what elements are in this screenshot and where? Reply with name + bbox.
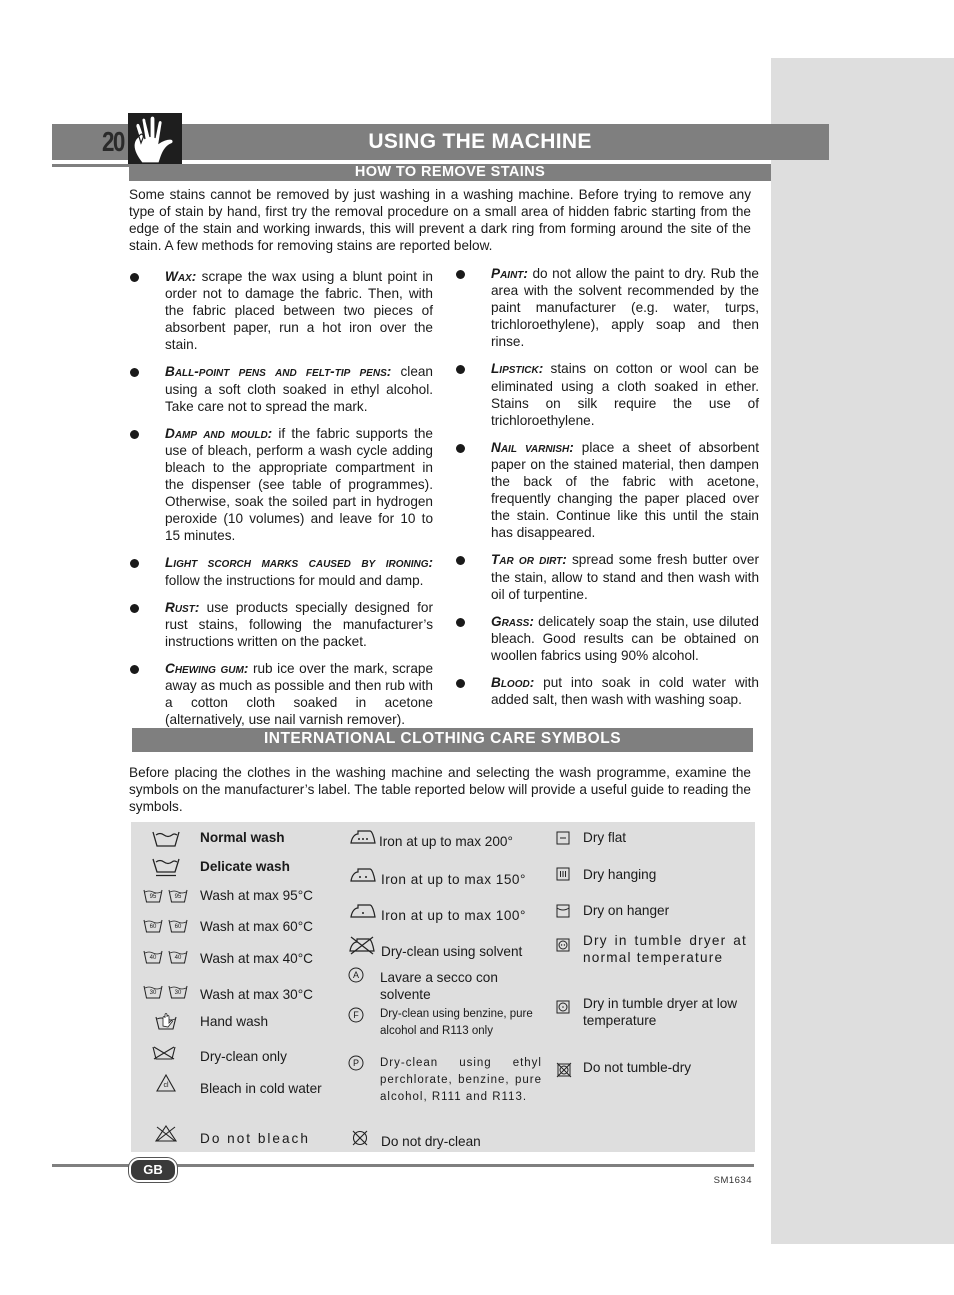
dry-flat-label: Dry flat — [583, 830, 627, 845]
iron-200-icon — [350, 829, 376, 845]
stain-text: spread some fresh butter over the stain, allow to stand and then wash with oil of turpentine. — [491, 552, 759, 602]
side-margin-strip — [771, 58, 954, 1244]
iron-150-label: Iron at up to max 150° — [381, 872, 526, 887]
stain-text: place a sheet of absorbent paper on the stained material, then dampen the back of the fabric with acetone, frequently changing the paper placed over the stain. Continue like this until the stain has disappeared. — [491, 439, 759, 541]
intro-paragraph: Some stains cannot be removed by just washing in a washing machine. Before trying to remove any type of stain by hand, first try the removal procedure on a small area of hidden fabric starting from the edge of the stain and working inwards, this will prevent a dark ring from forming around the site of the stain. A few methods for removing stains are reported below. — [129, 187, 751, 253]
iron-100-label: Iron at up to max 100° — [381, 908, 526, 923]
hand-wash-icon — [155, 1012, 177, 1030]
stain-item — [491, 613, 759, 664]
stain-text: clean using a soft cloth soaked in ethyl alcohol. Take care not to spread the mark. — [165, 364, 433, 414]
do-not-bleach-icon — [154, 1124, 178, 1142]
temp-label: 95 — [174, 894, 182, 900]
dryclean-benzine-label: Dry-clean using benzine, pure alcohol and R113 only — [380, 1008, 533, 1037]
tumble-dry-normal-icon — [556, 938, 570, 952]
bullet-icon — [456, 679, 465, 688]
stain-item — [165, 554, 433, 588]
tumble-dry-low-icon — [556, 1000, 570, 1014]
circle-letter: A — [352, 970, 359, 980]
temp-label: 30 — [149, 990, 157, 996]
stain-term: Grass: — [491, 613, 534, 629]
dry-on-hanger-icon — [556, 904, 570, 918]
bleach-cold-label: Bleach in cold water — [200, 1081, 322, 1096]
stain-text: follow the instructions for mould and damp. — [165, 572, 424, 588]
wash-95-label: Wash at max 95°C — [200, 888, 313, 903]
bullet-icon — [456, 618, 465, 627]
bullet-icon — [130, 430, 139, 439]
stain-text: use products specially designed for rust stains, following the manufacturer’s instructions written on the packet. — [165, 599, 433, 649]
stain-term: Light scorch marks caused by ironing: — [165, 555, 433, 571]
stain-item — [165, 363, 433, 414]
stain-item — [165, 268, 433, 353]
temp-label: 95 — [149, 894, 157, 900]
stain-text: put into soak in cold water with added salt, then wash with washing soap. — [491, 674, 759, 708]
symbols-intro-paragraph: Before placing the clothes in the washing machine and selecting the wash programme, examine the symbols on the manufacturer’s label. The table reported below will provide a useful guide to reading the symbols. — [129, 765, 751, 814]
document-code: SM1634 — [713, 1175, 752, 1186]
bullet-icon — [130, 559, 139, 568]
stain-term: Ball-point pens and felt-tip pens: — [165, 364, 392, 380]
do-not-bleach-label: Do not bleach — [200, 1131, 310, 1146]
wash-30-label: Wash at max 30°C — [200, 987, 313, 1002]
bullet-icon — [456, 270, 465, 279]
dry-clean-only-label: Dry-clean only — [200, 1049, 287, 1064]
dryclean-perchlorate-label: Dry-clean using ethyl perchlorate, benzine, pure alcohol, R111 and R113. — [380, 1057, 542, 1103]
hand-icon — [128, 113, 182, 165]
bullet-icon — [130, 368, 139, 377]
bullet-icon — [130, 604, 139, 613]
stains-right-column — [491, 265, 759, 718]
bullet-icon — [130, 665, 139, 674]
page-number: 20 — [102, 126, 124, 157]
dry-flat-icon — [556, 831, 570, 845]
stain-item — [491, 439, 759, 542]
stain-term: Wax: — [165, 269, 197, 284]
stain-item — [165, 425, 433, 545]
language-badge: GB — [129, 1158, 177, 1182]
hand-wash-label: Hand wash — [200, 1014, 269, 1029]
circle-letter: P — [352, 1058, 359, 1068]
delicate-wash-label: Delicate wash — [200, 859, 290, 874]
bullet-icon — [456, 444, 465, 453]
iron-dry-clean-crossed-icon — [348, 935, 376, 955]
stain-term: Nail varnish: — [491, 439, 574, 455]
stain-term: Rust: — [165, 599, 200, 615]
stain-item — [491, 551, 759, 602]
bleach-label: cl — [163, 1082, 169, 1089]
stain-item — [165, 599, 433, 650]
normal-wash-icon — [152, 830, 180, 848]
stain-text: stains on cotton or wool can be eliminated using a cloth soaked in ether. Stains on silk require the use of trichloroethylene. — [491, 361, 759, 428]
do-not-dryclean-label: Do not dry-clean — [381, 1134, 481, 1149]
stain-text: delicately soap the stain, use diluted bleach. Good results can be obtained on woollen fabrics using 90% alcohol. — [491, 613, 759, 663]
dryclean-solvent-label: Dry-clean using solvent — [381, 944, 523, 959]
section-title-stains: HOW TO REMOVE STAINS — [354, 164, 546, 180]
tumble-dry-normal-label: Dry in tumble dryer at normal temperature — [583, 933, 747, 965]
iron-150-icon — [350, 867, 376, 883]
bullet-icon — [456, 556, 465, 565]
do-not-dryclean-icon — [351, 1129, 369, 1147]
temp-label: 40 — [174, 955, 182, 961]
dry-hanging-icon — [556, 867, 570, 881]
stain-item — [491, 360, 759, 428]
stain-term: Blood: — [491, 674, 535, 690]
normal-wash-label: Normal wash — [200, 830, 285, 845]
temp-label: 40 — [149, 955, 157, 961]
section-title-symbols: INTERNATIONAL CLOTHING CARE SYMBOLS — [263, 730, 622, 747]
wash-60-label: Wash at max 60°C — [200, 919, 313, 934]
temp-label: 60 — [149, 924, 157, 930]
page-title: USING THE MACHINE — [368, 130, 592, 153]
stain-text: rub ice over the mark, scrape away as much as possible and then rub with a cotton cloth soaked in acetone (alternatively, use nail varnish remover). — [165, 660, 434, 728]
bullet-icon — [130, 273, 139, 282]
stain-term: Damp and mould: — [165, 425, 273, 441]
circle-letter: F — [353, 1010, 359, 1020]
stain-item — [165, 660, 433, 728]
iron-200-label: Iron at up to max 200° — [379, 834, 513, 849]
do-not-tumble-dry-icon — [556, 1062, 572, 1078]
tumble-dry-low-label: Dry in tumble dryer at low temperature — [583, 996, 738, 1028]
stains-left-column — [165, 268, 433, 738]
stain-item — [491, 265, 759, 350]
bullet-icon — [456, 365, 465, 374]
wash-40-label: Wash at max 40°C — [200, 951, 313, 966]
temp-label: 30 — [174, 990, 182, 996]
dry-hanging-label: Dry hanging — [583, 867, 657, 882]
dry-clean-only-icon — [152, 1046, 176, 1060]
stain-text: if the fabric supports the use of bleach, perform a wash cycle adding bleach to the appropriate compartment in the dispenser (see table of programmes). Otherwise, soak the soiled part in hydrogen peroxide (10 volumes) and leave for 10 to 15 minutes. — [165, 425, 433, 544]
stain-text: scrape the wax using a blunt point in order not to damage the fabric. Then, with the fabric placed between two pieces of absorbent paper, run a hot iron over the stain. — [165, 269, 433, 353]
stain-item — [491, 674, 759, 708]
dry-on-hanger-label: Dry on hanger — [583, 903, 670, 918]
do-not-tumble-dry-label: Do not tumble-dry — [583, 1060, 692, 1075]
delicate-wash-icon — [152, 857, 180, 877]
lavare-secco-label: Lavare a secco con solvente — [380, 970, 498, 1002]
stain-text: do not allow the paint to dry. Rub the area with the solvent recommended by the paint manufacturer (e.g. water, turps, trichloroethylene), apply soap and then rinse. — [491, 266, 759, 350]
iron-100-icon — [350, 903, 376, 919]
stain-term: Tar or dirt: — [491, 552, 567, 568]
stain-term: Paint: — [491, 266, 528, 281]
temp-label: 60 — [174, 924, 182, 930]
stain-term: Chewing gum: — [165, 660, 249, 676]
stain-term: Lipstick: — [491, 361, 544, 377]
